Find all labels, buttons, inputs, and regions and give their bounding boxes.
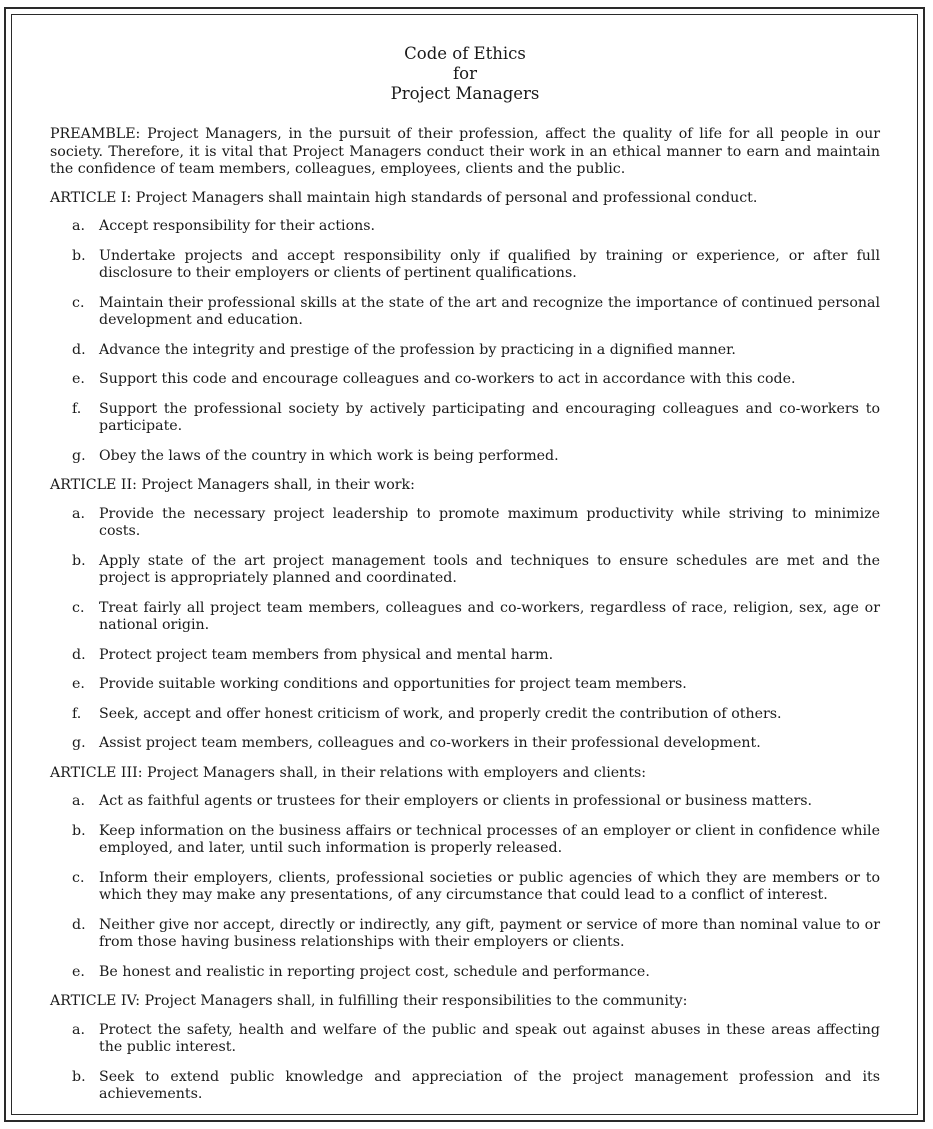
item-label: f. <box>72 705 82 722</box>
item-label: c. <box>72 599 85 616</box>
article-heading: ARTICLE IV: Project Managers shall, in fulfilling their responsibilities to the community: <box>50 993 688 1009</box>
item-label: e. <box>72 676 85 692</box>
article-items <box>50 218 880 465</box>
item-label: f. <box>72 400 82 417</box>
list-item <box>50 1069 880 1104</box>
article-2 <box>50 477 880 753</box>
item-text: Protect project team members from physical and mental harm. <box>99 646 554 663</box>
item-label: d. <box>72 916 86 933</box>
item-text: Keep information on the business affairs or technical processes of an employer or client in confidence while employed, and later, until such information is properly released. <box>99 822 880 856</box>
list-item <box>50 706 880 724</box>
item-text: Inform their employers, clients, professional societies or public agencies of which they are members or to which they may make any presentations, of any circumstance that could lead to a conflict of interest. <box>99 869 880 903</box>
list-item <box>50 401 880 436</box>
list-item <box>50 647 880 665</box>
item-text: Apply state of the art project management tools and techniques to ensure schedules are met and the project is appropriately planned and coordinated. <box>99 552 880 586</box>
list-item <box>50 448 880 466</box>
article-3 <box>50 765 880 982</box>
item-label: e. <box>72 371 85 387</box>
list-item <box>50 917 880 952</box>
list-item <box>50 295 880 330</box>
title-line-3: Project Managers <box>390 84 540 103</box>
item-text: Provide suitable working conditions and opportunities for project team members. <box>99 676 687 692</box>
item-text: Support this code and encourage colleagues and co-workers to act in accordance with this code. <box>99 371 796 387</box>
article-heading: ARTICLE III: Project Managers shall, in their relations with employers and clients: <box>50 764 647 781</box>
article-4 <box>50 993 880 1104</box>
item-text: Assist project team members, colleagues and co-workers in their professional development. <box>99 735 761 751</box>
item-label: g. <box>72 735 86 751</box>
item-label: a. <box>72 1021 85 1038</box>
article-heading: ARTICLE II: Project Managers shall, in their work: <box>50 477 415 493</box>
item-text: Be honest and realistic in reporting project cost, schedule and performance. <box>99 963 650 980</box>
item-label: d. <box>72 646 86 663</box>
list-item <box>50 793 880 811</box>
item-text: Act as faithful agents or trustees for their employers or clients in professional or business matters. <box>99 793 813 809</box>
item-label: g. <box>72 447 86 464</box>
item-text: Maintain their professional skills at the state of the art and recognize the importance of continued personal development and education. <box>99 294 880 328</box>
list-item <box>50 248 880 283</box>
list-item <box>50 371 880 389</box>
list-item <box>50 676 880 694</box>
list-item <box>50 218 880 236</box>
list-item <box>50 1022 880 1057</box>
list-item <box>50 506 880 541</box>
item-label: e. <box>72 963 85 980</box>
list-item <box>50 553 880 588</box>
item-label: b. <box>72 247 86 264</box>
list-item <box>50 600 880 635</box>
list-item <box>50 964 880 982</box>
item-label: b. <box>72 822 86 839</box>
preamble: PREAMBLE: Project Managers, in the pursuit of their profession, affect the quality of life for all people in our society. Therefore, it is vital that Project Managers conduct their work in an ethical manner to earn and maintain the confidence of team members, colleagues, employees, clients and the public. <box>50 126 880 177</box>
item-label: a. <box>72 218 85 234</box>
list-item <box>50 735 880 753</box>
article-1 <box>50 190 880 466</box>
document-title <box>50 44 880 104</box>
list-item <box>50 823 880 858</box>
item-text: Seek to extend public knowledge and appreciation of the project management profession and its achievements. <box>99 1068 880 1102</box>
item-label: c. <box>72 869 85 886</box>
item-text: Seek, accept and offer honest criticism of work, and properly credit the contribution of others. <box>99 705 782 722</box>
item-text: Obey the laws of the country in which work is being performed. <box>99 447 559 464</box>
item-text: Advance the integrity and prestige of the profession by practicing in a dignified manner. <box>99 341 736 358</box>
item-text: Protect the safety, health and welfare of the public and speak out against abuses in these areas affecting the public interest. <box>99 1021 880 1055</box>
item-label: b. <box>72 1068 86 1085</box>
item-label: a. <box>72 505 85 522</box>
item-label: c. <box>72 294 85 311</box>
item-text: Provide the necessary project leadership to promote maximum productivity while striving to minimize costs. <box>99 505 880 539</box>
item-label: a. <box>72 793 85 809</box>
list-item <box>50 342 880 360</box>
title-line-2: for <box>453 64 477 83</box>
article-items <box>50 1022 880 1104</box>
item-text: Neither give nor accept, directly or indirectly, any gift, payment or service of more than nominal value to or from those having business relationships with their employers or clients. <box>99 916 880 950</box>
document-body <box>50 44 880 1116</box>
item-label: b. <box>72 552 86 569</box>
article-items <box>50 506 880 753</box>
item-text: Support the professional society by actively participating and encouraging colleagues and co-workers to participate. <box>99 400 880 434</box>
article-items <box>50 793 880 981</box>
item-text: Treat fairly all project team members, colleagues and co-workers, regardless of race, religion, sex, age or national origin. <box>99 599 880 633</box>
item-text: Undertake projects and accept responsibility only if qualified by training or experience, or after full disclosure to their employers or clients of pertinent qualifications. <box>99 247 880 281</box>
item-label: d. <box>72 341 86 358</box>
item-text: Accept responsibility for their actions. <box>99 218 376 234</box>
article-heading: ARTICLE I: Project Managers shall maintain high standards of personal and professional conduct. <box>50 189 758 206</box>
title-line-1: Code of Ethics <box>404 44 526 63</box>
list-item <box>50 870 880 905</box>
